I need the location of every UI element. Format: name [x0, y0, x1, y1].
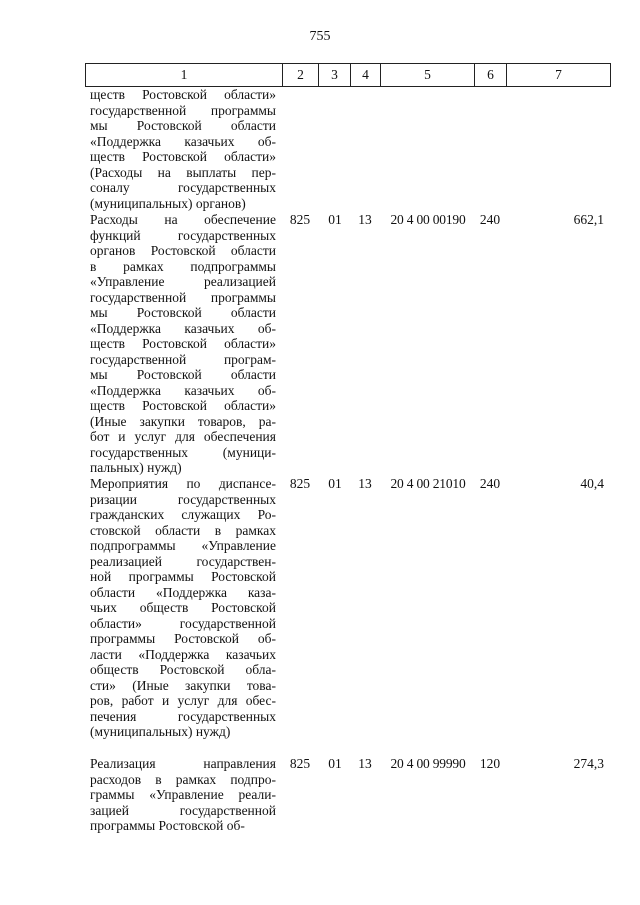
header-col-3: 3: [331, 67, 338, 82]
description-line: «Поддержка казачьих об-: [90, 320, 276, 336]
description-line: (Иные закупки товаров, ра-: [90, 413, 276, 429]
description-line: печения государственных: [90, 708, 276, 724]
description-line: соналу государственных: [90, 180, 276, 195]
description-line: Мероприятия по диспансе-: [90, 476, 276, 491]
header-col-1: 1: [180, 67, 188, 82]
description-line: «Управление реализацией: [90, 274, 276, 289]
description-line: области» государственной: [90, 615, 276, 631]
description-line: мы Ростовской области: [90, 305, 276, 320]
row-description: [90, 87, 276, 211]
amount: 662,1: [573, 212, 604, 227]
page-number: 755: [309, 29, 331, 44]
description-line: ров, работ и услуг для обес-: [90, 693, 276, 708]
description-line: ществ Ростовской области»: [90, 336, 276, 351]
code-section: 01: [328, 476, 342, 491]
description-line: бот и услуг для обеспечения: [90, 429, 276, 444]
code-target-article: 20 4 00 99990: [390, 756, 466, 771]
description-line: сти» (Иные закупки това-: [90, 677, 276, 693]
code-ministry: 825: [289, 756, 311, 771]
description-line: ласти «Поддержка казачьих: [90, 646, 276, 662]
description-line: программы Ростовской об-: [90, 818, 245, 833]
description-line: (муниципальных) органов): [90, 195, 246, 211]
amount: 274,3: [573, 756, 604, 771]
description-line: реализацией государствен-: [90, 553, 276, 569]
description-line: обществ Ростовской обла-: [90, 662, 276, 677]
description-line: ной программы Ростовской: [90, 569, 276, 584]
description-line: Реализация направления: [90, 756, 276, 771]
code-section: 01: [328, 212, 342, 227]
description-line: зацией государственной: [90, 802, 276, 818]
code-ministry: 825: [289, 212, 311, 227]
code-expense-type: 240: [479, 476, 501, 491]
description-line: Расходы на обеспечение: [90, 212, 276, 227]
code-expense-type: 240: [479, 212, 501, 227]
description-line: программы Ростовской об-: [90, 631, 276, 646]
description-line: государственной програм-: [90, 351, 276, 367]
description-line: подпрограммы «Управление: [90, 538, 276, 553]
description-line: «Поддержка казачьих об-: [90, 382, 276, 398]
header-col-7: 7: [555, 67, 562, 82]
code-subsection: 13: [358, 212, 372, 227]
row-description: [90, 756, 276, 834]
code-subsection: 13: [358, 476, 372, 491]
description-line: (муниципальных) нужд): [90, 724, 231, 739]
description-line: гражданских служащих Ро-: [90, 507, 276, 522]
code-expense-type: 120: [479, 756, 501, 771]
description-line: ществ Ростовской области»: [90, 398, 276, 413]
description-line: расходов в рамках подпро-: [90, 771, 276, 787]
description-line: в рамках подпрограммы: [90, 258, 276, 274]
description-line: пальных) нужд): [90, 460, 182, 475]
code-section: 01: [328, 756, 342, 771]
description-line: граммы «Управление реали-: [90, 787, 276, 802]
description-line: ществ Ростовской области»: [90, 87, 276, 102]
description-line: государственной программы: [90, 289, 276, 305]
code-target-article: 20 4 00 21010: [390, 476, 466, 491]
row-description: [90, 476, 276, 740]
header-col-5: 5: [424, 67, 431, 82]
code-subsection: 13: [358, 756, 372, 771]
description-line: (Расходы на выплаты пер-: [90, 164, 276, 180]
description-line: «Поддержка казачьих об-: [90, 133, 276, 149]
description-line: чьих обществ Ростовской: [90, 600, 276, 615]
amount: 40,4: [580, 476, 604, 491]
header-divider: [610, 63, 611, 87]
header-col-2: 2: [297, 67, 304, 82]
header-col-6: 6: [487, 67, 494, 82]
description-line: ществ Ростовской области»: [90, 149, 276, 164]
header-col-4: 4: [362, 67, 369, 82]
description-line: органов Ростовской области: [90, 243, 276, 258]
code-target-article: 20 4 00 00190: [390, 212, 466, 227]
description-line: ризации государственных: [90, 491, 276, 507]
description-line: государственной программы: [90, 102, 276, 118]
description-line: стовской области в рамках: [90, 522, 276, 538]
row-description: [90, 212, 276, 476]
description-line: мы Ростовской области: [90, 367, 276, 382]
description-line: государственных (муници-: [90, 444, 276, 460]
description-line: области «Поддержка каза-: [90, 584, 276, 600]
description-line: мы Ростовской области: [90, 118, 276, 133]
code-ministry: 825: [289, 476, 311, 491]
description-line: функций государственных: [90, 227, 276, 243]
